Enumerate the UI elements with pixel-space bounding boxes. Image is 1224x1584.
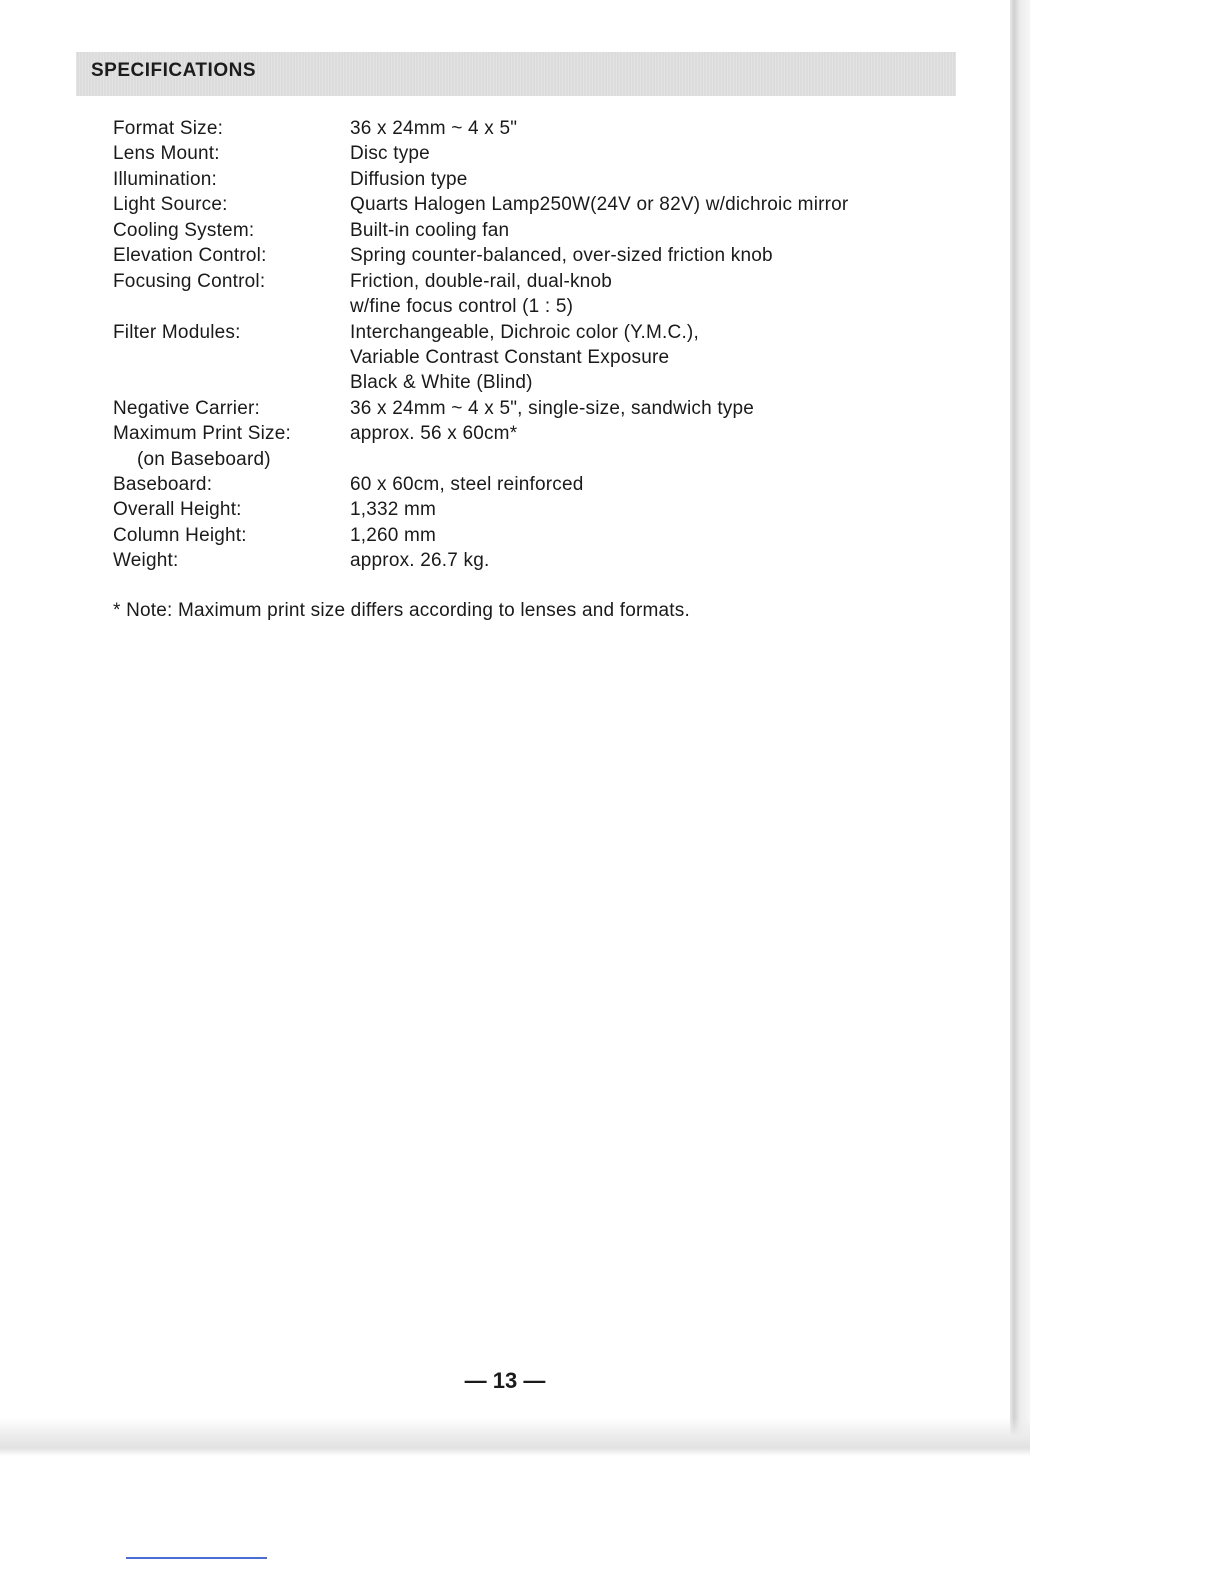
spec-row-filter-modules (0, 320, 1000, 345)
spec-label: Illumination: (113, 169, 217, 190)
spec-value: Disc type (350, 143, 430, 164)
spec-value: 1,332 mm (350, 499, 437, 520)
hyperlink-underline[interactable] (126, 1557, 267, 1559)
page-number: — 13 — (464, 1368, 546, 1393)
page-bottom-shadow (0, 1418, 1030, 1456)
spec-value: approx. 26.7 kg. (350, 550, 490, 571)
spec-label: Maximum Print Size: (113, 423, 292, 444)
spec-label: Filter Modules: (113, 322, 241, 343)
spec-value: Quarts Halogen Lamp250W(24V or 82V) w/dichroic mirror (350, 194, 849, 215)
spec-label: Format Size: (113, 118, 224, 139)
spec-label: Column Height: (113, 525, 247, 546)
spec-value: 36 x 24mm ~ 4 x 5" (350, 118, 518, 139)
spec-row-filter-modules-cont (0, 345, 1000, 370)
page-edge-shadow (1010, 0, 1030, 1440)
spec-row-format-size (0, 116, 1000, 141)
spec-row-max-print-size (0, 421, 1000, 446)
spec-label: Lens Mount: (113, 143, 220, 164)
spec-label: Overall Height: (113, 499, 242, 520)
spec-row-baseboard (0, 472, 1000, 497)
spec-row-light-source (0, 192, 1000, 217)
section-title: SPECIFICATIONS (91, 60, 256, 81)
spec-value: Spring counter-balanced, over-sized friction knob (350, 245, 773, 266)
spec-label: Focusing Control: (113, 271, 266, 292)
spec-row-filter-modules-cont (0, 370, 1000, 395)
spec-row-lens-mount (0, 141, 1000, 166)
spec-row-overall-height (0, 497, 1000, 522)
spec-row-max-print-size-cont (0, 447, 1000, 472)
spec-label: Cooling System: (113, 220, 255, 241)
spec-row-negative-carrier (0, 396, 1000, 421)
spec-row-column-height (0, 523, 1000, 548)
spec-value: Friction, double-rail, dual-knob (350, 271, 612, 292)
spec-value: 60 x 60cm, steel reinforced (350, 474, 584, 495)
spec-label: Baseboard: (113, 474, 213, 495)
spec-label: Weight: (113, 550, 179, 571)
spec-label: (on Baseboard) (137, 449, 271, 470)
spec-value: w/fine focus control (1 : 5) (350, 296, 574, 317)
spec-value: Black & White (Blind) (350, 372, 533, 393)
spec-row-elevation-control (0, 243, 1000, 268)
footnote: * Note: Maximum print size differs according to lenses and formats. (113, 600, 690, 621)
spec-value: Built-in cooling fan (350, 220, 510, 241)
spec-value: Interchangeable, Dichroic color (Y.M.C.), (350, 322, 699, 343)
spec-value: Diffusion type (350, 169, 468, 190)
spec-label: Elevation Control: (113, 245, 267, 266)
spec-row-focusing-control (0, 269, 1000, 294)
spec-row-weight (0, 548, 1000, 573)
spec-value: 1,260 mm (350, 525, 437, 546)
spec-row-illumination (0, 167, 1000, 192)
spec-value: Variable Contrast Constant Exposure (350, 347, 670, 368)
spec-label: Light Source: (113, 194, 228, 215)
spec-label: Negative Carrier: (113, 398, 261, 419)
spec-row-focusing-control-cont (0, 294, 1000, 319)
spec-value: 36 x 24mm ~ 4 x 5", single-size, sandwich type (350, 398, 755, 419)
spec-row-cooling-system (0, 218, 1000, 243)
spec-value: approx. 56 x 60cm* (350, 423, 518, 444)
